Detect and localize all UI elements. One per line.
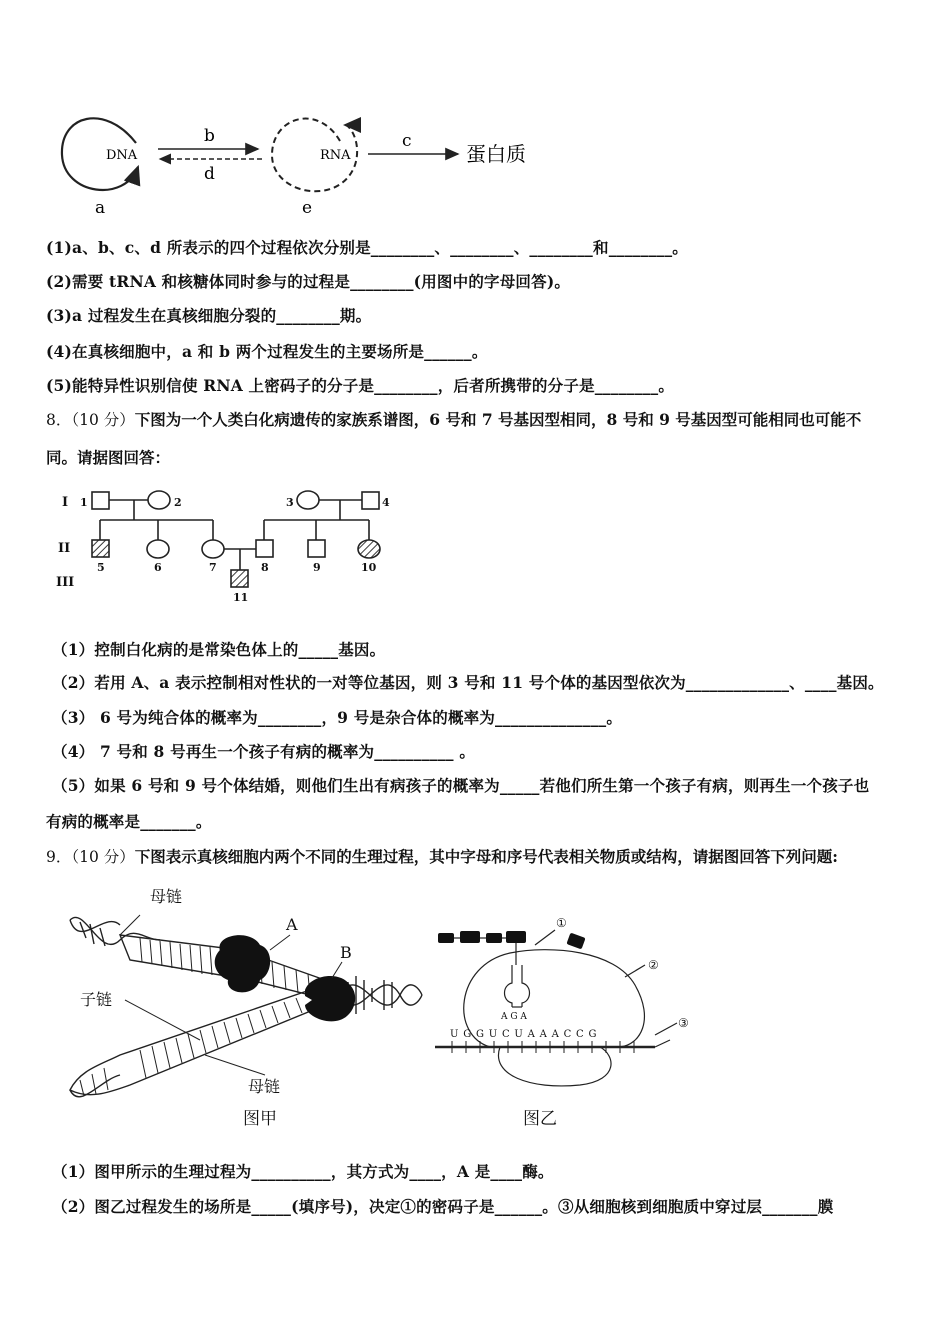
label-b: b: [204, 126, 215, 146]
generation-III-label: III: [56, 575, 75, 590]
id-2: 2: [174, 496, 182, 509]
individual-7: [202, 540, 224, 558]
individual-2: [148, 491, 170, 509]
label-circle-3: ③: [678, 1016, 689, 1030]
q9-item-2: （2）图乙过程发生的场所是_____(填序号)，决定①的密码子是______。③从细胞核到细胞质中穿过层_______膜: [52, 1197, 834, 1216]
pedigree-chart: [50, 482, 410, 607]
label-daughter-strand: 子链: [80, 990, 113, 1009]
label-e: e: [302, 198, 313, 218]
q9-item-1: （1）图甲所示的生理过程为__________，其方式为____，A 是____酶。: [52, 1162, 554, 1181]
label-enzyme-B: B: [340, 943, 352, 962]
q7-item-3: (3)a 过程发生在真核细胞分裂的________期。: [46, 306, 372, 325]
mrna-sequence: U G G U C U A A A C C G: [450, 1029, 598, 1040]
q7-item-2: (2)需要 tRNA 和核糖体同时参与的过程是________(用图中的字母回答)。: [46, 272, 571, 291]
q8-stem-line1: 下图为一个人类白化病遗传的家族系谱图，6 号和 7 号基因型相同，8 号和 9 号基因型可能相同也可能不: [134, 410, 862, 429]
q8-item-4: （4） 7 号和 8 号再生一个孩子有病的概率为__________ 。: [52, 742, 476, 761]
individual-9: [308, 540, 325, 557]
anticodon-label: A G A: [501, 1012, 527, 1022]
id-9: 9: [313, 561, 321, 574]
individual-1: [92, 492, 109, 509]
figure-yi-translation: [430, 905, 710, 1140]
q8-item-2: （2）若用 A、a 表示控制相对性状的一对等位基因，则 3 号和 11 号个体的基因型依次为_____________、____基因。: [52, 673, 884, 692]
q7-item-5: (5)能特异性识别信使 RNA 上密码子的分子是________，后者所携带的分子是________。: [46, 376, 675, 395]
q7-item-1: (1)a、b、c、d 所表示的四个过程依次分别是________、________、________和________。: [46, 238, 689, 257]
q9-score: （10 分）: [71, 848, 135, 866]
central-dogma-diagram: [50, 95, 560, 225]
individual-6: [147, 540, 169, 558]
q9-stem: [46, 845, 838, 867]
id-4: 4: [382, 496, 390, 509]
enzyme-B: [305, 976, 355, 1021]
generation-I-label: I: [62, 495, 69, 510]
q8-item-1: （1）控制白化病的是常染色体上的_____基因。: [52, 640, 386, 659]
label-c: c: [402, 131, 412, 151]
individual-10: [358, 540, 380, 558]
id-6: 6: [154, 561, 162, 574]
q8-number: 8．: [46, 411, 72, 429]
q8-item-3: （3） 6 号为纯合体的概率为________，9 号是杂合体的概率为______________。: [52, 708, 623, 727]
figure-jia-replication: [50, 880, 430, 1140]
q7-item-4: (4)在真核细胞中，a 和 b 两个过程发生的主要场所是______。: [46, 342, 488, 361]
id-7: 7: [209, 561, 217, 574]
label-mother-strand-top: 母链: [150, 887, 183, 906]
q8-score: （10 分）: [71, 411, 135, 429]
generation-II-label: II: [58, 541, 71, 556]
id-5: 5: [97, 561, 105, 574]
individual-5: [92, 540, 109, 557]
id-3: 3: [286, 496, 294, 509]
individual-8: [256, 540, 273, 557]
q9-number: 9．: [46, 848, 72, 866]
q8-item-5-cont: 有病的概率是_______。: [46, 812, 212, 831]
trna: [505, 965, 530, 1007]
label-d: d: [204, 164, 215, 184]
id-10: 10: [361, 561, 377, 574]
amino-acid-chain: [438, 933, 454, 943]
q8-stem-line2: 同。请据图回答：: [46, 448, 171, 467]
label-enzyme-A: A: [286, 915, 298, 934]
q8-item-5: （5）如果 6 号和 9 号个体结婚，则他们生出有病孩子的概率为_____若他们所生第一个孩子有病，则再生一个孩子也: [52, 776, 870, 795]
id-11: 11: [233, 591, 249, 604]
individual-3: [297, 491, 319, 509]
protein-label: 蛋白质: [466, 142, 526, 166]
label-mother-strand-bottom: 母链: [248, 1077, 281, 1096]
q9-stem-text: 下图表示真核细胞内两个不同的生理过程，其中字母和序号代表相关物质或结构，请据图回答下列问题:: [134, 847, 839, 866]
figure-yi-caption: 图乙: [523, 1109, 557, 1129]
label-circle-1: ①: [556, 916, 567, 930]
dna-label: DNA: [106, 148, 138, 163]
individual-4: [362, 492, 379, 509]
label-a: a: [95, 198, 106, 218]
q8-stem: [46, 408, 861, 430]
id-1: 1: [80, 496, 88, 509]
figure-jia-caption: 图甲: [243, 1109, 277, 1129]
amino-acid-1: [566, 933, 585, 950]
id-8: 8: [261, 561, 269, 574]
label-circle-2: ②: [648, 958, 659, 972]
individual-11: [231, 570, 248, 587]
rna-label: RNA: [320, 148, 351, 163]
